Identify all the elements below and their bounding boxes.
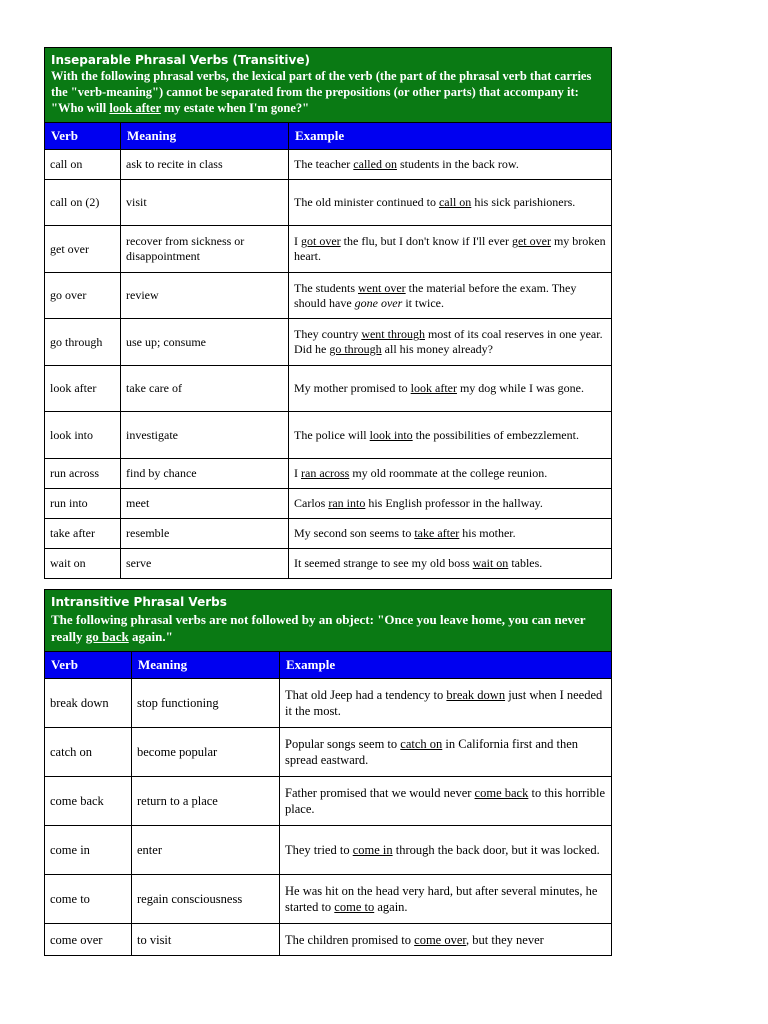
table-row [45,180,612,226]
inseparable-intro: With the following phrasal verbs, the lexical part of the verb (the part of the phrasal verb that carries the "verb-meaning") cannot be separated from the prepositions (or other parts) that accompany it: "Who will look after my estate when I'm gone?" [51,69,592,115]
table-row [45,226,612,273]
meaning-cell: ask to recite in class [121,150,289,180]
example-cell [289,366,612,412]
table-row [45,273,612,319]
phrasal-verb-highlight: come back [474,786,529,800]
phrasal-verb-highlight: wait on [472,556,509,570]
verb-cell: come in [45,826,132,875]
phrasal-verb-highlight: went over [358,280,406,295]
example-cell [289,489,612,519]
verb-cell: come back [45,777,132,826]
example-cell [289,459,612,489]
phrasal-verb-highlight: look after [410,381,457,395]
intransitive-header-cell [45,590,612,652]
meaning-cell: recover from sickness or disappointment [121,226,289,273]
table-row [45,679,612,728]
meaning-cell: meet [121,489,289,519]
column-header-meaning: Meaning [132,652,280,679]
meaning-cell: stop functioning [132,679,280,728]
example-text: The old minister continued to [294,195,439,209]
meaning-cell: enter [132,826,280,875]
example-text: students in the back row. [396,157,519,171]
inseparable-table [44,47,612,579]
inseparable-column-headers [45,123,612,150]
verb-cell: get over [45,226,121,273]
example-cell [289,549,612,579]
example-text: My second son seems to [294,526,415,540]
intransitive-table [44,589,612,956]
example-text: I [294,466,301,480]
phrasal-verb-highlight: ran across [301,466,350,480]
verb-cell: take after [45,519,121,549]
example-text: all his money already? [381,342,493,356]
meaning-cell: use up; consume [121,319,289,366]
example-text: I [294,234,301,248]
verb-cell: catch on [45,728,132,777]
verb-cell: run into [45,489,121,519]
phrasal-verb-highlight: called on [353,157,397,171]
example-text: Father promised that we would never [285,786,475,800]
example-cell [289,150,612,180]
example-text: his English professor in the hallway. [365,496,543,510]
example-text: gone over [354,295,403,310]
example-text: through the back door, but it was locked. [392,843,600,857]
verb-cell: wait on [45,549,121,579]
inseparable-header-row [45,48,612,123]
example-text: in California first and then spread eastward. [285,737,579,767]
example-cell [280,924,612,956]
verb-cell: look after [45,366,121,412]
example-cell [280,679,612,728]
table-row [45,319,612,366]
example-cell [280,875,612,924]
inseparable-header-cell [45,48,612,123]
column-header-verb: Verb [45,123,121,150]
example-text: , but they never [466,932,544,947]
phrasal-verb-highlight: got over [301,234,341,248]
meaning-cell: become popular [132,728,280,777]
intransitive-title: Intransitive Phrasal Verbs [51,595,227,609]
example-cell [289,180,612,226]
example-text: The teacher [294,157,354,171]
example-cell [289,319,612,366]
meaning-cell: serve [121,549,289,579]
meaning-cell: return to a place [132,777,280,826]
meaning-cell: resemble [121,519,289,549]
example-text: my old roommate at the college reunion. [349,466,548,480]
phrasal-verb-highlight: get over [511,234,551,248]
verb-cell: go through [45,319,121,366]
example-text: the possibilities of embezzlement. [412,427,579,442]
example-text: The students [294,280,358,295]
meaning-cell: find by chance [121,459,289,489]
table-row [45,489,612,519]
table-row [45,728,612,777]
phrasal-verb-highlight: catch on [400,737,443,751]
table-row [45,366,612,412]
example-text: That old Jeep had a tendency to [285,688,447,702]
example-cell [289,226,612,273]
table-row [45,412,612,459]
example-text: They country [294,327,362,341]
meaning-cell: to visit [132,924,280,956]
intransitive-column-headers [45,652,612,679]
phrasal-verb-highlight: come to [334,900,375,914]
verb-cell: call on [45,150,121,180]
example-text: Carlos [294,496,329,510]
example-text: Popular songs seem to [285,737,401,751]
phrasal-verb-highlight: come in [352,843,393,857]
example-text: just when I needed it the most. [285,688,603,718]
example-text: to this horrible place. [285,786,606,816]
phrasal-verb-highlight: take after [414,526,460,540]
example-text: It seemed strange to see my old boss [294,556,473,570]
example-text: tables. [508,556,543,570]
meaning-cell: investigate [121,412,289,459]
column-header-meaning: Meaning [121,123,289,150]
inseparable-section [44,47,611,579]
column-header-example: Example [280,652,612,679]
inseparable-title: Inseparable Phrasal Verbs (Transitive) [51,53,310,67]
example-text: his mother. [459,526,516,540]
example-text: again. [374,900,408,914]
intransitive-section [44,589,611,956]
phrasal-verb-highlight: break down [446,688,506,702]
intransitive-intro: The following phrasal verbs are not followed by an object: "Once you leave home, you can never really go back again." [51,612,586,644]
verb-cell: come to [45,875,132,924]
example-cell [280,777,612,826]
example-text: the material before the exam. They should have [294,280,577,310]
phrasal-verb-highlight: call on [438,195,472,209]
phrasal-verb-highlight: went through [361,327,425,341]
verb-cell: look into [45,412,121,459]
example-cell [289,412,612,459]
example-text: The police will [294,427,370,442]
verb-cell: call on (2) [45,180,121,226]
example-text: most of its coal reserves in one year. Did he [294,327,603,356]
verb-cell: come over [45,924,132,956]
example-text: my broken heart. [294,234,606,263]
phrasal-verb-highlight: go through [329,342,382,356]
phrasal-verb-highlight: come over [414,932,467,947]
meaning-cell: take care of [121,366,289,412]
phrasal-verb-highlight: look into [369,427,413,442]
example-text: My mother promised to [294,381,411,395]
example-cell [280,826,612,875]
table-row [45,549,612,579]
example-cell [280,728,612,777]
example-text: He was hit on the head very hard, but after several minutes, he started to [285,884,598,914]
example-text: the flu, but I don't know if I'll ever [340,234,512,248]
example-text: it twice. [402,295,444,310]
table-row [45,924,612,956]
meaning-cell: review [121,273,289,319]
table-row [45,875,612,924]
table-row [45,150,612,180]
verb-cell: run across [45,459,121,489]
example-cell [289,273,612,319]
meaning-cell: visit [121,180,289,226]
phrasal-verb-highlight: ran into [328,496,366,510]
table-row [45,519,612,549]
verb-cell: break down [45,679,132,728]
table-row [45,459,612,489]
meaning-cell: regain consciousness [132,875,280,924]
example-text: my dog while I was gone. [456,381,584,395]
table-row [45,826,612,875]
column-header-verb: Verb [45,652,132,679]
example-text: The children promised to [285,932,415,947]
intransitive-header-row [45,590,612,652]
verb-cell: go over [45,273,121,319]
example-text: his sick parishioners. [471,195,576,209]
column-header-example: Example [289,123,612,150]
example-text: They tried to [285,843,353,857]
example-cell [289,519,612,549]
table-row [45,777,612,826]
